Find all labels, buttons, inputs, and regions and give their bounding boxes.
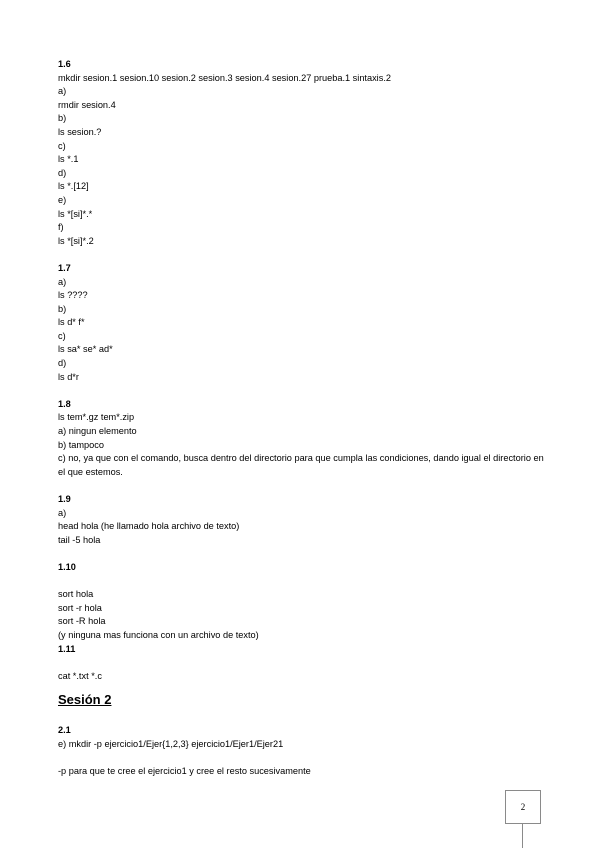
section-heading-1-9: 1.9 <box>58 494 71 504</box>
section-heading-1-10: 1.10 <box>58 561 76 572</box>
text-line: ls *[si]*.2 <box>58 235 94 246</box>
text-line: ls *.1 <box>58 154 79 165</box>
text-line: f) <box>58 222 64 233</box>
text-line: rmdir sesion.4 <box>58 99 116 110</box>
text-line: a) <box>58 86 67 97</box>
text-line: ls sa* se* ad* <box>58 344 113 355</box>
text-line: d) <box>58 358 67 369</box>
session-title: Sesión 2 <box>58 692 112 708</box>
text-paragraph: c) no, ya que con el comando, busca dentro del directorio para que cumpla las condiciones, dando igual el directorio en el que estemos. <box>58 453 544 477</box>
text-line: -p para que te cree el ejercicio1 y cree el resto sucesivamente <box>58 766 311 777</box>
text-line: mkdir sesion.1 sesion.10 sesion.2 sesion.3 sesion.4 sesion.27 prueba.1 sintaxis.2 <box>58 72 391 83</box>
text-line: c) <box>58 330 66 341</box>
text-line: b) <box>58 303 67 314</box>
text-line: ls sesion.? <box>58 126 102 137</box>
text-line: ls *.[12] <box>58 181 89 192</box>
text-line: ls *[si]*.* <box>58 208 93 219</box>
text-line: ls ???? <box>58 290 88 301</box>
text-line: sort -r hola <box>58 602 102 613</box>
text-line: tail -5 hola <box>58 534 101 545</box>
page-number-connector <box>522 824 523 848</box>
text-line: cat *.txt *.c <box>58 670 102 681</box>
text-line: ls d* f* <box>58 317 85 328</box>
section-heading-1-11: 1.11 <box>58 643 76 654</box>
text-line: ls d*r <box>58 371 79 382</box>
text-line: (y ninguna mas funciona con un archivo de texto) <box>58 629 259 640</box>
text-line: e) mkdir -p ejercicio1/Ejer{1,2,3} ejercicio1/Ejer1/Ejer21 <box>58 738 284 749</box>
document-body <box>58 58 548 779</box>
text-line: a) ningun elemento <box>58 426 137 437</box>
text-line: sort -R hola <box>58 616 106 627</box>
section-heading-2-1: 2.1 <box>58 725 71 736</box>
section-heading-1-8: 1.8 <box>58 398 71 409</box>
text-line: b) tampoco <box>58 439 104 450</box>
text-line: ls tem*.gz tem*.zip <box>58 412 135 423</box>
text-line: a) <box>58 276 67 287</box>
text-line: sort hola <box>58 589 94 600</box>
section-heading-1-7: 1.7 <box>58 262 71 273</box>
text-line: d) <box>58 167 67 178</box>
text-line: b) <box>58 113 67 124</box>
text-line: a) <box>58 507 67 518</box>
section-heading-1-6: 1.6 <box>58 59 71 69</box>
text-line: head hola (he llamado hola archivo de texto) <box>58 521 240 532</box>
page-number: 2 <box>520 802 526 812</box>
text-line: c) <box>58 140 66 151</box>
text-line: e) <box>58 194 67 205</box>
page-number-box <box>505 790 541 824</box>
